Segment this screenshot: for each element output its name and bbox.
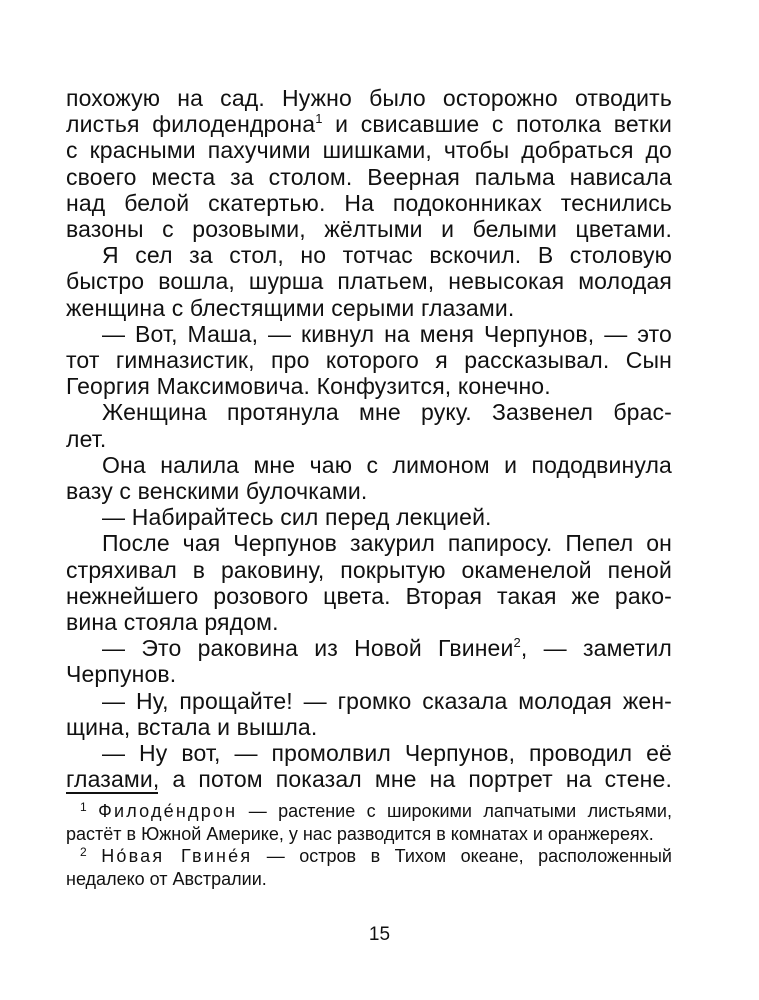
text-line: Георгия Максимовича. Конфузится, конечно.	[66, 373, 551, 400]
text-line: — Вот, Маша, — кивнул на меня Черпунов, — это	[102, 320, 672, 347]
text-line: щина, встала и вышла.	[66, 713, 318, 740]
text-line: — Ну вот, — промолвил Черпунов, проводил её	[102, 740, 672, 767]
text-line: вазу с венскими булочками.	[66, 478, 368, 505]
text-line: вина стояла рядом.	[66, 609, 279, 636]
footnote	[66, 845, 672, 890]
text-line: лет.	[66, 425, 107, 452]
text-line: вазоны с розовыми, жёлтыми и белыми цветами.	[66, 216, 672, 243]
text-line: нежнейшего розового цвета. Вторая такая же рако-	[66, 582, 672, 609]
footnote-mark: 2	[80, 845, 87, 859]
footnote-text: — остров в Тихом океане, расположенный недалеко от Австралии.	[66, 846, 672, 889]
text-line: Черпунов.	[66, 661, 177, 688]
text-line: После чая Черпунов закурил папиросу. Пепел он	[102, 530, 672, 557]
footnote-mark: 1	[80, 800, 87, 814]
text-line: глазами, а потом показал мне на портрет на стене.	[66, 766, 672, 793]
text-line: — Набирайтесь сил перед лекцией.	[102, 504, 492, 531]
footnote-term: Но́вая Гвине́я	[101, 846, 253, 866]
text-line: — Это раковина из Новой Гвинеи$^2$, — заметил	[102, 635, 672, 662]
footnote-divider	[66, 792, 158, 794]
text-line: Она налила мне чаю с лимоном и пододвинула	[102, 451, 672, 478]
text-line: своего места за столом. Веерная пальма нависала	[66, 163, 672, 190]
text-line: Женщина протянула мне руку. Зазвенел брас-	[102, 399, 672, 426]
text-line: Я сел за стол, но тотчас вскочил. В столовую	[102, 242, 672, 269]
footnote-term: Филоде́ндрон	[98, 801, 238, 821]
text-line: с красными пахучими шишками, чтобы добраться до	[66, 137, 672, 164]
footnote-ref: 1	[315, 111, 323, 127]
footnote	[66, 800, 672, 845]
text-line: стряхивал в раковину, покрытую окаменелой пеной	[66, 556, 672, 583]
text-line: — Ну, прощайте! — громко сказала молодая жен-	[102, 687, 672, 714]
footnote-text: — растение с широкими лапчатыми листьями, растёт в Южной Америке, у нас разводится в комнатах и оранжереях.	[66, 801, 672, 844]
footnotes	[66, 800, 672, 890]
text-line: тот гимназистик, про которого я рассказывал. Сын	[66, 347, 672, 374]
text-line: над белой скатертью. На подоконниках теснились	[66, 189, 672, 216]
text-line: женщина с блестящими серыми глазами.	[66, 294, 515, 321]
text-line: листья филодендрона$^1$ и свисавшие с потолка ветки	[66, 111, 672, 138]
footnote-ref: 2	[513, 635, 521, 651]
text-line: похожую на сад. Нужно было осторожно отводить	[66, 85, 672, 111]
text-line: быстро вошла, шурша платьем, невысокая молодая	[66, 268, 672, 295]
page-number: 15	[368, 924, 391, 945]
main-text	[66, 85, 672, 792]
